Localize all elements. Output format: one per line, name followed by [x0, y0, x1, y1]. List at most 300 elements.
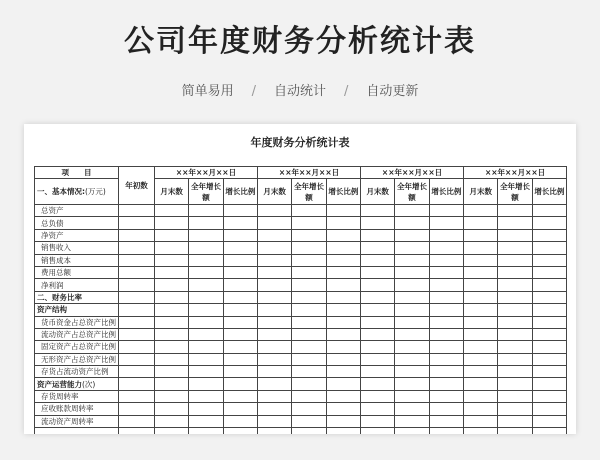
table-cell[interactable] — [292, 304, 326, 316]
table-cell[interactable] — [361, 266, 395, 278]
row-label-text: 存货占流动资产比例 — [41, 367, 109, 377]
table-cell[interactable] — [119, 291, 155, 303]
header-subcol: 全年增长额 — [292, 179, 326, 205]
table-cell[interactable] — [326, 316, 360, 328]
table-cell[interactable] — [532, 242, 566, 254]
table-cell[interactable] — [429, 242, 463, 254]
table-cell[interactable] — [498, 205, 532, 217]
row-label-text: 费用总额 — [41, 268, 71, 278]
table-cell[interactable] — [258, 328, 292, 340]
table-cell[interactable] — [119, 242, 155, 254]
table-cell[interactable] — [223, 415, 257, 427]
table-cell[interactable] — [292, 266, 326, 278]
row-label-text: 销售成本 — [41, 255, 71, 265]
table-cell[interactable] — [155, 428, 189, 434]
table-cell[interactable] — [429, 266, 463, 278]
table-cell[interactable] — [189, 366, 223, 378]
table-cell[interactable] — [258, 316, 292, 328]
table-cell[interactable] — [498, 328, 532, 340]
table-cell[interactable] — [189, 316, 223, 328]
table-cell[interactable] — [464, 328, 498, 340]
header-item: 项 目 — [35, 167, 119, 179]
table-cell[interactable] — [464, 415, 498, 427]
table-cell[interactable] — [119, 279, 155, 291]
table-cell[interactable] — [429, 217, 463, 229]
table-cell[interactable] — [326, 229, 360, 241]
spreadsheet-preview — [24, 124, 576, 434]
table-cell[interactable] — [155, 378, 189, 390]
table-cell[interactable] — [464, 366, 498, 378]
table-cell[interactable] — [532, 316, 566, 328]
table-row — [35, 353, 567, 365]
table-cell[interactable] — [395, 229, 429, 241]
table-cell[interactable] — [395, 254, 429, 266]
table-cell[interactable] — [395, 390, 429, 402]
table-cell[interactable] — [258, 229, 292, 241]
table-row — [35, 328, 567, 340]
table-cell[interactable] — [223, 390, 257, 402]
table-cell[interactable] — [292, 279, 326, 291]
table-cell[interactable] — [189, 304, 223, 316]
row-label — [35, 403, 119, 415]
table-cell[interactable] — [532, 390, 566, 402]
row-label-note: (次) — [82, 379, 96, 389]
table-cell[interactable] — [498, 242, 532, 254]
table-cell[interactable] — [189, 378, 223, 390]
table-cell[interactable] — [189, 266, 223, 278]
header-subcol: 全年增长额 — [189, 179, 223, 205]
table-cell[interactable] — [429, 304, 463, 316]
table-row — [35, 242, 567, 254]
table-cell[interactable] — [119, 304, 155, 316]
row-label — [35, 390, 119, 402]
row-label-text: 净利润 — [41, 280, 64, 290]
row-label-text: 净资产 — [41, 230, 64, 240]
table-cell[interactable] — [532, 291, 566, 303]
table-cell[interactable] — [326, 341, 360, 353]
table-cell[interactable] — [155, 242, 189, 254]
table-cell[interactable] — [395, 279, 429, 291]
table-cell[interactable] — [498, 403, 532, 415]
table-cell[interactable] — [429, 390, 463, 402]
header-subcol: 增长比例 — [429, 179, 463, 205]
table-cell[interactable] — [532, 266, 566, 278]
table-cell[interactable] — [292, 428, 326, 434]
table-cell[interactable] — [464, 390, 498, 402]
table-row — [35, 341, 567, 353]
table-cell[interactable] — [155, 366, 189, 378]
table-cell[interactable] — [498, 291, 532, 303]
table-cell[interactable] — [429, 328, 463, 340]
table-cell[interactable] — [464, 291, 498, 303]
table-cell[interactable] — [189, 328, 223, 340]
table-cell[interactable] — [189, 415, 223, 427]
table-cell[interactable] — [326, 328, 360, 340]
row-label — [35, 378, 119, 390]
table-cell[interactable] — [498, 254, 532, 266]
row-label — [35, 341, 119, 353]
table-cell[interactable] — [395, 205, 429, 217]
table-cell[interactable] — [498, 378, 532, 390]
table-row — [35, 366, 567, 378]
row-label-text: 流动资产周转率 — [41, 416, 94, 426]
table-cell[interactable] — [464, 266, 498, 278]
table-cell[interactable] — [155, 205, 189, 217]
table-cell[interactable] — [429, 316, 463, 328]
table-row — [35, 266, 567, 278]
table-cell[interactable] — [361, 279, 395, 291]
table-cell[interactable] — [223, 316, 257, 328]
table-cell[interactable] — [189, 428, 223, 434]
table-cell[interactable] — [189, 242, 223, 254]
table-cell[interactable] — [532, 403, 566, 415]
table-cell[interactable] — [326, 266, 360, 278]
table-cell[interactable] — [429, 428, 463, 434]
table-cell[interactable] — [292, 390, 326, 402]
table-cell[interactable] — [119, 403, 155, 415]
table-cell[interactable] — [155, 415, 189, 427]
table-cell[interactable] — [119, 254, 155, 266]
table-cell[interactable] — [464, 403, 498, 415]
table-cell[interactable] — [464, 217, 498, 229]
table-cell[interactable] — [223, 279, 257, 291]
table-cell[interactable] — [498, 390, 532, 402]
table-cell[interactable] — [292, 366, 326, 378]
table-cell[interactable] — [189, 403, 223, 415]
table-cell[interactable] — [326, 390, 360, 402]
table-row — [35, 254, 567, 266]
table-cell[interactable] — [429, 403, 463, 415]
table-row — [35, 403, 567, 415]
table-cell[interactable] — [223, 217, 257, 229]
table-cell[interactable] — [223, 291, 257, 303]
table-cell[interactable] — [326, 428, 360, 434]
table-cell[interactable] — [361, 428, 395, 434]
table-cell[interactable] — [532, 304, 566, 316]
row-label-text: 无形资产占总资产比例 — [41, 354, 116, 364]
table-cell[interactable] — [292, 403, 326, 415]
table-cell[interactable] — [361, 341, 395, 353]
table-cell[interactable] — [498, 279, 532, 291]
table-cell[interactable] — [498, 304, 532, 316]
header-period: ××年××月××日 — [155, 167, 258, 179]
table-cell[interactable] — [223, 254, 257, 266]
table-cell[interactable] — [498, 316, 532, 328]
table-cell[interactable] — [429, 366, 463, 378]
table-cell[interactable] — [155, 279, 189, 291]
table-cell[interactable] — [119, 217, 155, 229]
table-cell[interactable] — [155, 304, 189, 316]
table-cell[interactable] — [395, 353, 429, 365]
row-label — [35, 205, 119, 217]
table-cell[interactable] — [155, 266, 189, 278]
table-cell[interactable] — [429, 205, 463, 217]
page-title: 公司年度财务分析统计表 — [124, 24, 476, 59]
table-cell[interactable] — [258, 353, 292, 365]
table-cell[interactable] — [119, 390, 155, 402]
table-cell[interactable] — [223, 353, 257, 365]
table-cell[interactable] — [464, 316, 498, 328]
table-cell[interactable] — [292, 353, 326, 365]
table-cell[interactable] — [119, 341, 155, 353]
table-cell[interactable] — [464, 428, 498, 434]
table-cell[interactable] — [292, 328, 326, 340]
table-cell[interactable] — [119, 229, 155, 241]
table-cell[interactable] — [189, 217, 223, 229]
table-cell[interactable] — [258, 266, 292, 278]
table-cell[interactable] — [292, 378, 326, 390]
table-cell[interactable] — [155, 229, 189, 241]
header-subcol: 月末数 — [258, 179, 292, 205]
table-cell[interactable] — [361, 205, 395, 217]
row-label — [35, 217, 119, 229]
table-cell[interactable] — [189, 205, 223, 217]
table-cell[interactable] — [119, 205, 155, 217]
row-label-text: 总资产 — [41, 206, 64, 216]
table-cell[interactable] — [326, 217, 360, 229]
table-cell[interactable] — [429, 415, 463, 427]
table-cell[interactable] — [223, 205, 257, 217]
table-cell[interactable] — [395, 242, 429, 254]
header-period: ××年××月××日 — [361, 167, 464, 179]
table-cell[interactable] — [258, 254, 292, 266]
table-cell[interactable] — [532, 378, 566, 390]
table-cell[interactable] — [292, 205, 326, 217]
table-cell[interactable] — [464, 242, 498, 254]
table-cell[interactable] — [395, 316, 429, 328]
table-cell[interactable] — [189, 353, 223, 365]
table-cell[interactable] — [155, 353, 189, 365]
table-cell[interactable] — [189, 254, 223, 266]
table-cell[interactable] — [532, 217, 566, 229]
table-cell[interactable] — [532, 254, 566, 266]
tagline-separator: / — [251, 84, 256, 99]
table-cell[interactable] — [326, 378, 360, 390]
table-cell[interactable] — [429, 353, 463, 365]
table-cell[interactable] — [223, 378, 257, 390]
table-cell[interactable] — [498, 266, 532, 278]
table-cell[interactable] — [223, 403, 257, 415]
table-cell[interactable] — [292, 229, 326, 241]
table-cell[interactable] — [189, 229, 223, 241]
row-label — [35, 279, 119, 291]
table-cell[interactable] — [498, 428, 532, 434]
table-cell[interactable] — [498, 366, 532, 378]
table-cell[interactable] — [155, 390, 189, 402]
table-cell[interactable] — [361, 304, 395, 316]
row-label-text: 应收账款周转率 — [41, 404, 94, 414]
table-cell[interactable] — [498, 229, 532, 241]
table-cell[interactable] — [429, 341, 463, 353]
row-label-text: 销售收入 — [41, 243, 71, 253]
table-cell[interactable] — [326, 291, 360, 303]
table-cell[interactable] — [498, 415, 532, 427]
table-cell[interactable] — [361, 316, 395, 328]
table-cell[interactable] — [361, 390, 395, 402]
table-cell[interactable] — [258, 415, 292, 427]
table-cell[interactable] — [119, 353, 155, 365]
table-cell[interactable] — [155, 341, 189, 353]
row-label — [35, 328, 119, 340]
table-cell[interactable] — [464, 254, 498, 266]
table-cell[interactable] — [464, 353, 498, 365]
table-cell[interactable] — [361, 217, 395, 229]
table-cell[interactable] — [258, 217, 292, 229]
header-subcol: 月末数 — [464, 179, 498, 205]
row-label — [35, 229, 119, 241]
table-cell[interactable] — [395, 428, 429, 434]
table-cell[interactable] — [326, 205, 360, 217]
table-cell[interactable] — [361, 353, 395, 365]
table-cell[interactable] — [223, 266, 257, 278]
table-cell[interactable] — [292, 341, 326, 353]
table-cell[interactable] — [532, 279, 566, 291]
table-cell[interactable] — [532, 366, 566, 378]
row-label-text: 资产运营能力 — [37, 379, 82, 389]
table-cell[interactable] — [395, 217, 429, 229]
table-cell[interactable] — [326, 304, 360, 316]
table-cell[interactable] — [258, 341, 292, 353]
table-cell[interactable] — [223, 366, 257, 378]
table-cell[interactable] — [119, 366, 155, 378]
table-row — [35, 205, 567, 217]
table-cell[interactable] — [361, 229, 395, 241]
table-cell[interactable] — [258, 403, 292, 415]
table-cell[interactable] — [223, 242, 257, 254]
table-cell[interactable] — [223, 304, 257, 316]
table-cell[interactable] — [326, 242, 360, 254]
table-cell[interactable] — [258, 304, 292, 316]
table-cell[interactable] — [258, 390, 292, 402]
table-cell[interactable] — [395, 266, 429, 278]
table-cell[interactable] — [155, 291, 189, 303]
table-cell[interactable] — [119, 316, 155, 328]
table-cell[interactable] — [119, 328, 155, 340]
table-cell[interactable] — [532, 341, 566, 353]
table-cell[interactable] — [155, 403, 189, 415]
row-label — [35, 366, 119, 378]
table-cell[interactable] — [292, 291, 326, 303]
table-cell[interactable] — [258, 205, 292, 217]
table-cell[interactable] — [532, 205, 566, 217]
table-cell[interactable] — [258, 291, 292, 303]
table-cell[interactable] — [361, 378, 395, 390]
table-cell[interactable] — [258, 242, 292, 254]
table-cell[interactable] — [258, 428, 292, 434]
table-cell[interactable] — [361, 366, 395, 378]
table-cell[interactable] — [119, 428, 155, 434]
row-label-text: 货币资金占总资产比例 — [41, 317, 116, 327]
table-cell[interactable] — [292, 254, 326, 266]
table-cell[interactable] — [395, 304, 429, 316]
table-cell[interactable] — [429, 229, 463, 241]
table-cell[interactable] — [532, 428, 566, 434]
table-cell[interactable] — [532, 328, 566, 340]
table-cell[interactable] — [258, 378, 292, 390]
table-cell[interactable] — [119, 378, 155, 390]
table-cell[interactable] — [395, 341, 429, 353]
table-cell[interactable] — [326, 415, 360, 427]
table-cell[interactable] — [429, 254, 463, 266]
table-cell[interactable] — [429, 279, 463, 291]
header-subcol: 月末数 — [155, 179, 189, 205]
table-cell[interactable] — [395, 328, 429, 340]
table-cell[interactable] — [532, 415, 566, 427]
table-cell[interactable] — [189, 291, 223, 303]
table-cell[interactable] — [464, 205, 498, 217]
table-cell[interactable] — [326, 403, 360, 415]
table-cell[interactable] — [223, 428, 257, 434]
header-subcol: 全年增长额 — [395, 179, 429, 205]
table-cell[interactable] — [326, 279, 360, 291]
table-cell[interactable] — [361, 242, 395, 254]
table-cell[interactable] — [155, 254, 189, 266]
table-cell[interactable] — [189, 279, 223, 291]
table-cell[interactable] — [361, 328, 395, 340]
table-cell[interactable] — [119, 415, 155, 427]
table-cell[interactable] — [464, 229, 498, 241]
table-cell[interactable] — [464, 378, 498, 390]
table-cell[interactable] — [498, 217, 532, 229]
table-cell[interactable] — [189, 341, 223, 353]
table-cell[interactable] — [223, 229, 257, 241]
table-cell[interactable] — [326, 254, 360, 266]
table-cell[interactable] — [532, 353, 566, 365]
table-cell[interactable] — [395, 291, 429, 303]
header-subcol: 增长比例 — [326, 179, 360, 205]
row-label-text: 流动资产占总资产比例 — [41, 330, 116, 340]
table-cell[interactable] — [498, 341, 532, 353]
table-cell[interactable] — [292, 242, 326, 254]
table-row — [35, 229, 567, 241]
table-cell[interactable] — [395, 403, 429, 415]
table-cell[interactable] — [361, 403, 395, 415]
table-cell[interactable] — [292, 316, 326, 328]
table-cell[interactable] — [258, 366, 292, 378]
table-cell[interactable] — [464, 279, 498, 291]
row-label-text: 存货周转率 — [41, 392, 79, 402]
row-label — [35, 254, 119, 266]
table-cell[interactable] — [155, 316, 189, 328]
table-cell[interactable] — [223, 328, 257, 340]
table-cell[interactable] — [464, 304, 498, 316]
table-cell[interactable] — [498, 353, 532, 365]
table-cell[interactable] — [292, 415, 326, 427]
table-cell[interactable] — [361, 415, 395, 427]
table-cell[interactable] — [223, 341, 257, 353]
table-cell[interactable] — [258, 279, 292, 291]
table-cell[interactable] — [395, 415, 429, 427]
row-label-text: 总负债 — [41, 218, 64, 228]
table-cell[interactable] — [189, 390, 223, 402]
table-cell[interactable] — [361, 291, 395, 303]
table-cell[interactable] — [532, 229, 566, 241]
table-cell[interactable] — [326, 366, 360, 378]
table-cell[interactable] — [155, 217, 189, 229]
table-cell[interactable] — [429, 378, 463, 390]
table-cell[interactable] — [361, 254, 395, 266]
table-cell[interactable] — [395, 378, 429, 390]
table-cell[interactable] — [155, 328, 189, 340]
table-cell[interactable] — [119, 266, 155, 278]
table-cell[interactable] — [464, 341, 498, 353]
table-cell[interactable] — [326, 353, 360, 365]
table-cell[interactable] — [395, 366, 429, 378]
table-cell[interactable] — [429, 291, 463, 303]
row-label-text: 固定资产占总资产比例 — [41, 342, 116, 352]
table-cell[interactable] — [292, 217, 326, 229]
header-section1 — [35, 179, 119, 205]
